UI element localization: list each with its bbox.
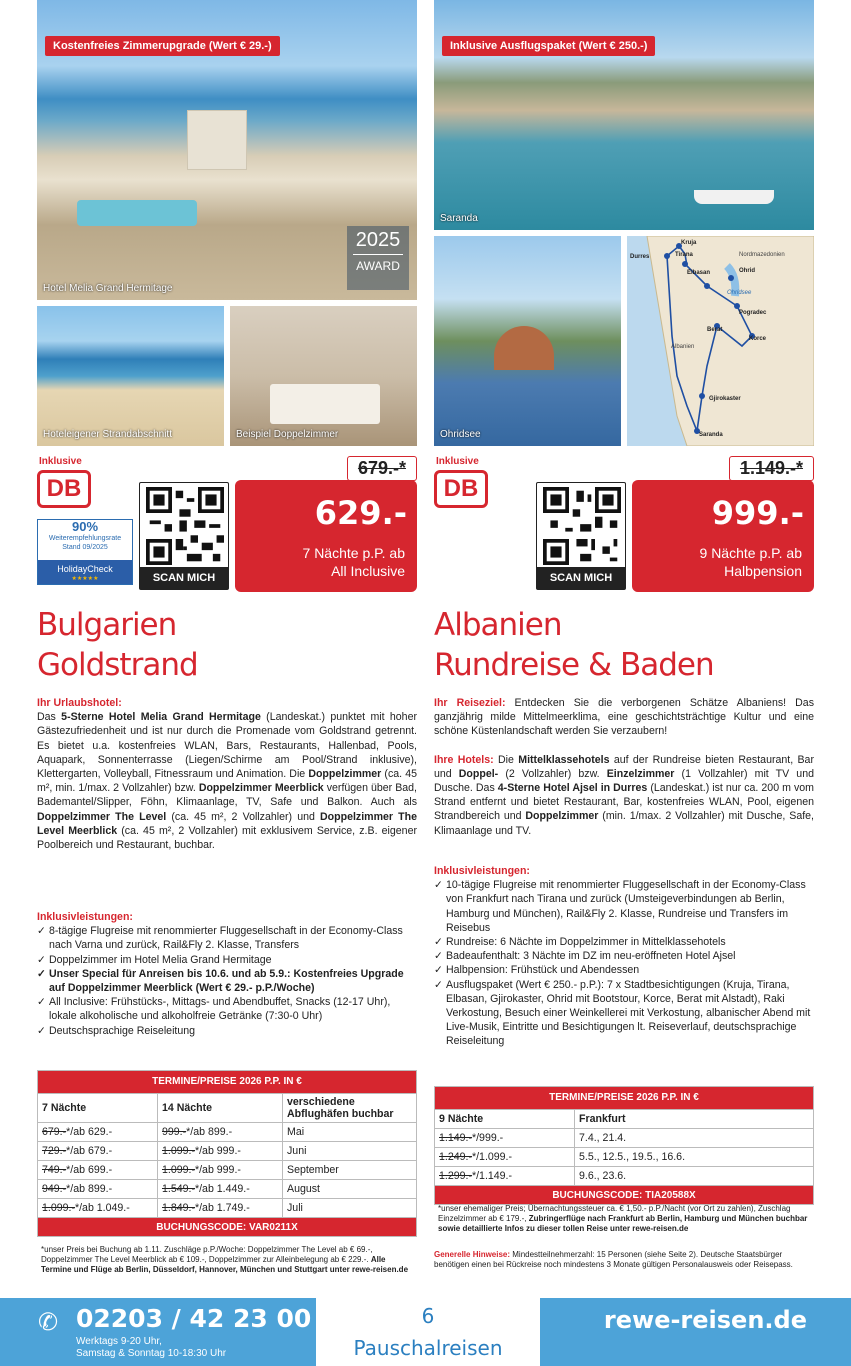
qr-pattern-icon (146, 487, 224, 565)
old-price: 1.149.-* (729, 456, 814, 481)
fineprint-departures: Alle Termine und Flüge ab Berlin, Düsseldorf, Hannover, München und Stuttgart unter rewe-reisen.de (41, 1255, 409, 1274)
section-name: Pauschalreisen (353, 1336, 503, 1360)
page-info (316, 1298, 540, 1366)
new-price: 999.- (711, 494, 804, 532)
reiseziel-text: Ihr Reiseziel: Entdecken Sie die verborgenen Schätze Albaniens! Das ganzjährig milde Mittelmeerklima, eine geschichtsträchtige Kultur und eine schöne Küstenlandschaft werden Sie verzaubern! (434, 697, 814, 738)
hero-caption: Hotel Melia Grand Hermitage (43, 283, 173, 294)
list-item: ✓ Deutschsprachige Reiseleitung (37, 1024, 417, 1038)
price-description (303, 544, 405, 580)
db-logo: DB (434, 470, 488, 508)
list-item: ✓ Ausflugspaket (Wert € 250.- p.P.): 7 x Stadtbesichtigungen (Kruja, Tirana, Elbasan, Gjirokaster, Ohrid mit Bootstour, Korce, Berat mit Alstadt), Raki Verkostung, Besuch einer Weinkellerei mit Verkostung, albanischer Abend mit Live-Musik, Eintritte und Besichtigungen lt. Reiseverlauf, deutschsprachige Reiseleitung (434, 978, 814, 1049)
table-row: 949.-*/ab 899.- 1.549.-*/ab 1.449.- August (38, 1180, 417, 1199)
holidaycheck-badge (37, 519, 133, 585)
fineprint-surcharges: *unser Preis bei Buchung ab 1.11. Zuschläge p.P./Woche: Doppelzimmer The Level ab € 69.-, Doppelzimmer The Level Meerblick ab € 109.-, Doppelzimmer zur Alleinbelegung ab € 229.-. (41, 1245, 373, 1264)
route-map (627, 236, 814, 446)
room-photo (230, 306, 417, 446)
svg-text:Gjirokaster: Gjirokaster (709, 396, 741, 402)
ohrid-caption: Ohridsee (440, 429, 481, 440)
hours-weekdays: Werktags 9-20 Uhr, (76, 1336, 162, 1347)
hinweise-label: Generelle Hinweise: (434, 1250, 511, 1259)
inclusive-services (37, 910, 417, 1038)
upgrade-banner: Kostenfreies Zimmerupgrade (Wert € 29.-) (45, 36, 280, 56)
booking-code: BUCHUNGSCODE: VAR0211X (38, 1218, 417, 1237)
inklusive-label: Inklusive (436, 456, 479, 467)
award-label: AWARD (353, 254, 403, 277)
table-row: 1.299.-*/1.149.- 9.6., 23.6. (435, 1167, 814, 1186)
list-item: ✓ Unser Special für Anreisen bis 10.6. und ab 5.9.: Kostenfreies Upgrade auf Doppelzimmer Meerblick (Wert € 29.- p.P./Woche) (37, 967, 417, 995)
room-caption: Beispiel Doppelzimmer (236, 429, 339, 440)
destination-description (434, 696, 814, 838)
title-place: Goldstrand (37, 647, 198, 683)
fineprint-right (438, 1204, 810, 1234)
svg-text:Albanien: Albanien (671, 344, 695, 350)
price-table-right (434, 1086, 814, 1205)
footer (0, 1298, 851, 1366)
phone-panel[interactable] (0, 1298, 316, 1366)
room-bed (270, 384, 380, 424)
hotel-building (187, 110, 247, 170)
website-link[interactable]: rewe-reisen.de (603, 1306, 807, 1334)
phone-icon: ✆ (38, 1308, 59, 1336)
col-header: 7 Nächte (38, 1094, 158, 1123)
price-board: Halbpension (724, 563, 802, 579)
table-row: 1.099.-*/ab 1.049.- 1.849.-*/ab 1.749.- Juli (38, 1199, 417, 1218)
title-tour: Rundreise & Baden (434, 647, 714, 683)
church (494, 326, 554, 370)
fineprint-feeder-flights: Zubringerflüge nach Frankfurt ab Berlin, Hamburg und München buchbar sowie detaillierte Infos zu dieser tollen Reise unter rewe-reisen.de (438, 1214, 808, 1233)
qr-code-left[interactable] (139, 482, 229, 590)
hotel-text: Das 5-Sterne Hotel Melia Grand Hermitage (Landeskat.) punktet mit hoher Gästezufriedenheit und ist nur durch die Promenade vom Goldstrand getrennt. Es bietet u.a. kostenfreies WLAN, Bars, Restaurants, Hallenbad, Pools, Aquapark, Sonnenterrasse (Liegen/Schirme am Pool/Strand inklusive), Klettergarten, Volleyball, Fitnessraum und Animation. Die Doppelzimmer (ca. 45 m², min. 1/max. 2 Vollzahler) bzw. Doppelzimmer Meerblick verfügen über Bad, Bademantel/Slipper, Föhn, Klimaanlage, TV, Safe und Balkon. Auch als Doppelzimmer The Level (ca. 45 m², 2 Vollzahler) und Doppelzimmer The Level Meerblick (ca. 45 m², 2 Vollzahler) mit exklusivem Service, z.B. eigener Poolbereich und Restaurant, buchbar. (37, 711, 417, 852)
svg-text:Nordmazedonien: Nordmazedonien (739, 252, 785, 258)
table-title: TERMINE/PREISE 2026 P.P. IN € (435, 1087, 814, 1110)
title-country: Albanien (434, 607, 562, 643)
hinweise-text: Mindestteilnehmerzahl: 15 Personen (siehe Seite 2). Deutsche Staatsbürger benötigen einen bei Rückreise noch mindestens 3 Monate gültigen Personalausweis oder Reisepass. (434, 1250, 793, 1269)
col-header: 9 Nächte (435, 1110, 575, 1129)
svg-text:Ohrid: Ohrid (739, 268, 755, 274)
holidaycheck-rate-label: Weiterempfehlungsrate (48, 535, 122, 542)
list-item: ✓ Rundreise: 6 Nächte im Doppelzimmer in Mittelklassehotels (434, 935, 814, 949)
award-year: 2025 (355, 229, 401, 251)
general-notes (434, 1250, 814, 1270)
holidaycheck-stars: ★★★★★ (71, 576, 99, 582)
list-item: ✓ 10-tägige Flugreise mit renommierter Fluggesellschaft in der Economy-Class von Frankfurt nach Tirana und zurück (Umsteigeverbindungen ab Berlin, Hamburg und München), Rail&Fly 2. Klasse, Rundreise und Transfers im Reisebus (434, 878, 814, 935)
fineprint-taxes: *unser ehemaliger Preis; Übernachtungssteuer ca. € 1,50.- p.P./Nacht (vor Ort zu zahlen), Zuschlag Einzelzimmer ab € 179.-, (438, 1204, 791, 1223)
scan-label: SCAN MICH (537, 567, 625, 589)
svg-text:Saranda: Saranda (699, 432, 723, 438)
destination-title (434, 605, 714, 685)
hotels-heading: Ihre Hotels: (434, 753, 494, 766)
hotel-hero-photo (37, 0, 417, 300)
excursion-banner: Inklusive Ausflugspaket (Wert € 250.-) (442, 36, 655, 56)
price-box-left (235, 458, 417, 592)
hotels-text: Ihre Hotels: Die Mittelklassehotels auf der Rundreise bieten Restaurant, Bar und Doppel- (2 Vollzahler) bzw. Einzelzimmer (1 Vollzahler) mit TV und Dusche. Das 4-Sterne Hotel Ajsel in Durres (Landeskat.) ist nur ca. 200 m vom Strand entfernt und bietet Restaurant, Bar, kostenfreies WLAN, Pool, eigenen Strandbereich und Doppelzimmer (min. 1/max. 2 Vollzahler) mit Dusche, Safe, Klimaanlage und TV. (434, 753, 814, 837)
price-box-right (632, 458, 814, 592)
saranda-caption: Saranda (440, 213, 478, 224)
reiseziel-heading: Ihr Reiseziel: (434, 697, 506, 709)
price-table-left (37, 1070, 417, 1237)
price-nights: 9 Nächte p.P. ab (699, 545, 802, 561)
phone-number: 02203 / 42 23 00 (76, 1304, 312, 1333)
table-title: TERMINE/PREISE 2026 P.P. IN € (38, 1071, 417, 1094)
inklusiv-heading: Inklusivleistungen: (434, 865, 530, 877)
qr-pattern-icon (543, 487, 621, 565)
hours-weekend: Samstag & Sonntag 10-18:30 Uhr (76, 1348, 227, 1359)
svg-text:Kruja: Kruja (681, 240, 697, 246)
old-price: 679.-* (347, 456, 417, 481)
website-panel[interactable] (540, 1298, 851, 1366)
booking-code: BUCHUNGSCODE: TIA20588X (435, 1186, 814, 1205)
urlaubshotel-heading: Ihr Urlaubshotel: (37, 697, 122, 709)
new-price: 629.- (314, 494, 407, 532)
col-header: 14 Nächte (158, 1094, 283, 1123)
inklusiv-list (37, 924, 417, 1038)
beach-caption: Hoteleigener Strandabschnitt (43, 429, 172, 440)
saranda-photo (434, 0, 814, 230)
svg-text:Durres: Durres (630, 254, 650, 260)
svg-text:Berat: Berat (707, 327, 723, 333)
price-description (700, 544, 802, 580)
scan-label: SCAN MICH (140, 567, 228, 589)
list-item: ✓ Halbpension: Frühstück und Abendessen (434, 963, 814, 977)
title-country: Bulgarien (37, 607, 177, 643)
inclusive-services (434, 864, 814, 1049)
svg-text:Korce: Korce (749, 336, 767, 342)
route-map-icon (627, 236, 814, 446)
db-logo: DB (37, 470, 91, 508)
svg-text:Pogradec: Pogradec (739, 310, 767, 316)
svg-text:Ohridsee: Ohridsee (727, 290, 752, 296)
page-number: 6 (421, 1304, 435, 1328)
fineprint-left (41, 1245, 413, 1275)
hotel-description (37, 696, 417, 852)
table-row: 1.249.-*/1.099.- 5.5., 12.5., 19.5., 16.6. (435, 1148, 814, 1167)
holidaycheck-brand: HolidayCheck (38, 560, 132, 584)
price-board: All Inclusive (331, 563, 405, 579)
holidaycheck-percent: 90% (71, 519, 99, 534)
inklusiv-list (434, 878, 814, 1048)
ohrid-photo (434, 236, 621, 446)
table-row: 729.-*/ab 679.- 1.099.-*/ab 999.- Juni (38, 1142, 417, 1161)
col-header: Frankfurt (575, 1110, 814, 1129)
list-item: ✓ 8-tägige Flugreise mit renommierter Fluggesellschaft in der Economy-Class nach Varna und zurück, Rail&Fly 2. Klasse, Transfers (37, 924, 417, 952)
table-row: 1.149.-*/999.- 7.4., 21.4. (435, 1129, 814, 1148)
list-item: ✓ Doppelzimmer im Hotel Melia Grand Hermitage (37, 953, 417, 967)
qr-code-right[interactable] (536, 482, 626, 590)
col-header: verschiedene Abflughäfen buchbar (283, 1094, 417, 1123)
table-row: 679.-*/ab 629.- 999.-*/ab 899.- Mai (38, 1123, 417, 1142)
inklusive-label: Inklusive (39, 456, 82, 467)
svg-text:Elbasan: Elbasan (687, 270, 711, 276)
inklusiv-heading: Inklusivleistungen: (37, 911, 133, 923)
svg-text:Tirana: Tirana (675, 252, 693, 258)
award-badge (347, 226, 409, 290)
pool-area (77, 200, 197, 226)
boat (694, 190, 774, 204)
table-row: 749.-*/ab 699.- 1.099.-*/ab 999.- September (38, 1161, 417, 1180)
price-nights: 7 Nächte p.P. ab (302, 545, 405, 561)
holidaycheck-date: Stand 09/2025 (62, 544, 108, 551)
destination-title (37, 605, 198, 685)
list-item: ✓ All Inclusive: Frühstücks-, Mittags- und Abendbuffet, Snacks (12-17 Uhr), lokale alkoholische und alkoholfreie Getränke (7:30-0 Uhr) (37, 995, 417, 1023)
beach-photo (37, 306, 224, 446)
list-item: ✓ Badeaufenthalt: 3 Nächte im DZ im neu-eröffneten Hotel Ajsel (434, 949, 814, 963)
